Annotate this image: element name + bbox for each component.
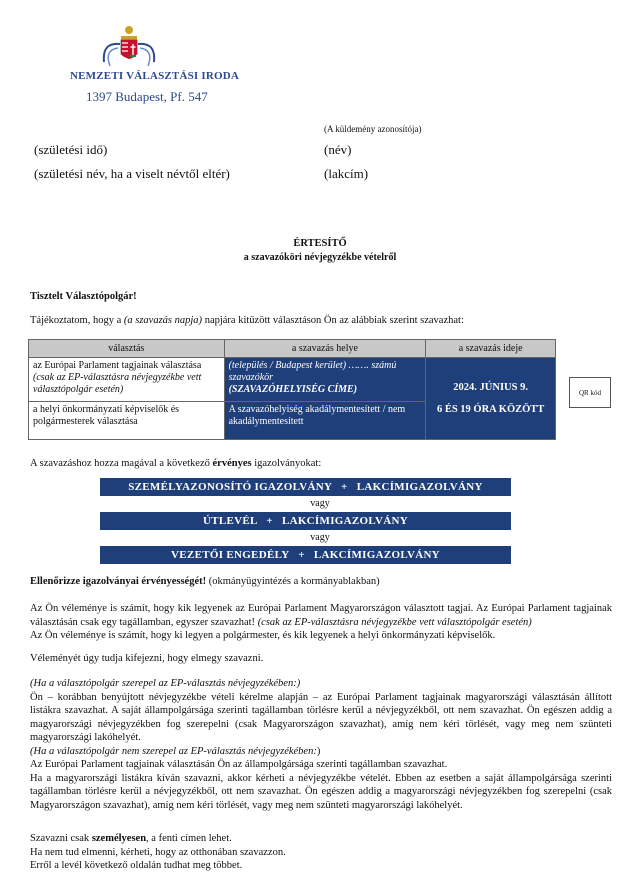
paragraph-personal — [30, 832, 612, 873]
p5-before: Szavazni csak — [30, 833, 92, 844]
id-bar-personal: SZEMÉLYAZONOSÍTÓ IGAZOLVÁNY + LAKCÍMIGAZOLVÁNY — [100, 478, 511, 496]
name-field: (név) — [324, 142, 352, 157]
p1-b: Az Ön véleménye is számít, hogy ki legyen a polgármester, és kik legyenek a helyi önkormányzati képviselők. — [30, 630, 496, 641]
p5-bold: személyesen — [91, 833, 147, 844]
p5-after: , a fenti címen lehet. — [146, 833, 232, 844]
voting-time-cell — [426, 358, 556, 440]
voting-place-cell — [224, 358, 426, 402]
header-place: a szavazás helye — [224, 340, 426, 358]
paragraph-ep-listed — [30, 677, 612, 812]
shipment-id-label: (A küldemény azonosítója) — [324, 124, 422, 134]
paragraph-opinion — [30, 602, 612, 643]
or-separator: vagy — [310, 532, 330, 543]
check-validity-bold: Ellenőrizze igazolványai érvényességét! — [30, 576, 207, 587]
intro-italic: (a szavazás napja) — [123, 315, 203, 326]
qr-code-placeholder: QR kód — [569, 377, 611, 408]
residence-field: (lakcím) — [324, 166, 369, 181]
id-intro-after: igazolványokat: — [251, 458, 322, 469]
p1-a: Az Ön véleménye is számít, hogy kik legyenek az Európai Parlament Magyarországon választott tagjai. Az Európai Parlament tagjainak választásán csak egy tagállamban, egyszer szavazhat! — [30, 603, 612, 628]
election-local: a helyi önkormányzati képviselők és polgármesterek választása — [29, 402, 225, 440]
birth-name-field: (születési név, ha a viselt névtől eltér) — [34, 166, 230, 181]
election-ep — [29, 358, 225, 402]
p7-text: Erről a levél következő oldalán tudhat meg többet. — [30, 860, 243, 871]
or-separator: vagy — [310, 498, 330, 509]
id-bar-license: VEZETŐI ENGEDÉLY + LAKCÍMIGAZOLVÁNY — [100, 546, 511, 564]
greeting: Tisztelt Választópolgár! — [30, 291, 137, 302]
paragraph-vote: Véleményét úgy tudja kifejezni, hogy elmegy szavazni. — [30, 653, 264, 664]
voting-district: (település / Budapest kerület) ……. számú szavazókör — [228, 360, 397, 383]
election-ep-label: az Európai Parlament tagjainak választása — [33, 360, 202, 371]
accessibility-cell: A szavazóhelyiség akadálymentesített / nem akadálymentesített — [224, 402, 426, 440]
p3-text: Ön – korábban benyújtott névjegyzékbe vételi kérelme alapján – az Európai Parlament tagjainak magyarországi választásán állított listákra szavazhat. A saját állampolgársága szerinti tagállamban törlésre kerül a névjegyzékből, ott nem szavazhat. Ön egészen addig a magyarországi névjegyzékben fog szerepelni (csak Magyarországon szavazhat), amíg nem kéri törlését, vagy meg nem szünteti magyarországi lakóhelyét. — [30, 691, 612, 743]
p4b-text: Ha a magyarországi listákra kíván szavazni, akkor kérheti a névjegyzékbe vételét. Ebben az esetben a saját állampolgársága szerinti tagállamban törlésre kerül a névjegyzékből, ott nem szavazhat. Ön egészen addig a magyarországi névjegyzékben fog szerepelni (csak Magyarországon szavazhat), amíg nem kéri törlését, vagy meg nem szünteti magyarországi lakóhelyét. — [30, 772, 612, 811]
voting-address: (SZAVAZÓHELYISÉG CÍME) — [228, 384, 358, 395]
voting-hours: 6 ÉS 19 ÓRA KÖZÖTT — [436, 403, 545, 415]
birth-date-field: (születési idő) — [34, 142, 108, 157]
voting-info-table — [28, 339, 556, 440]
page-subtitle: a szavazóköri névjegyzékbe vételről — [243, 252, 397, 263]
header-time: a szavazás ideje — [426, 340, 556, 358]
p4-close: ) — [316, 745, 321, 757]
id-intro-bold: érvényes — [212, 458, 252, 469]
intro-before: Tájékoztatom, hogy a — [30, 315, 124, 326]
p4-italic: (Ha a választópolgár nem szerepel az EP-választás névjegyzékében: — [30, 745, 317, 757]
page-title: ÉRTESÍTŐ — [293, 238, 347, 249]
check-validity — [30, 576, 380, 587]
table-header-row — [29, 340, 556, 358]
intro-after: napjára kitűzött választáson Ön az alábbiak szerint szavazhat: — [202, 315, 464, 326]
p3-italic: (Ha a választópolgár szerepel az EP-választás névjegyzékében:) — [30, 678, 301, 689]
header-election: választás — [29, 340, 225, 358]
id-intro-before: A szavazáshoz hozza magával a következő — [30, 458, 213, 469]
check-validity-rest: (okmányügyintézés a kormányablakban) — [206, 576, 380, 587]
election-ep-note: (csak az EP-választásra névjegyzékbe vett választópolgár esetén) — [33, 372, 202, 395]
hungarian-coat-of-arms-icon — [96, 22, 162, 68]
id-intro — [30, 458, 321, 469]
table-row — [29, 358, 556, 402]
p6-text: Ha nem tud elmenni, kérheti, hogy az otthonában szavazzon. — [30, 846, 286, 858]
org-name: NEMZETI VÁLASZTÁSI IRODA — [70, 70, 240, 82]
id-bar-passport: ÚTLEVÉL + LAKCÍMIGAZOLVÁNY — [100, 512, 511, 530]
voting-date: 2024. JÚNIUS 9. — [453, 381, 528, 393]
intro-text — [30, 315, 464, 326]
p4a-text: Az Európai Parlament tagjainak választásán Ön az állampolgársága szerinti tagállamban szavazhat. — [30, 759, 448, 770]
p1-italic: (csak az EP-választásra névjegyzékbe vett választópolgár esetén) — [257, 616, 532, 628]
org-address: 1397 Budapest, Pf. 547 — [86, 89, 208, 104]
